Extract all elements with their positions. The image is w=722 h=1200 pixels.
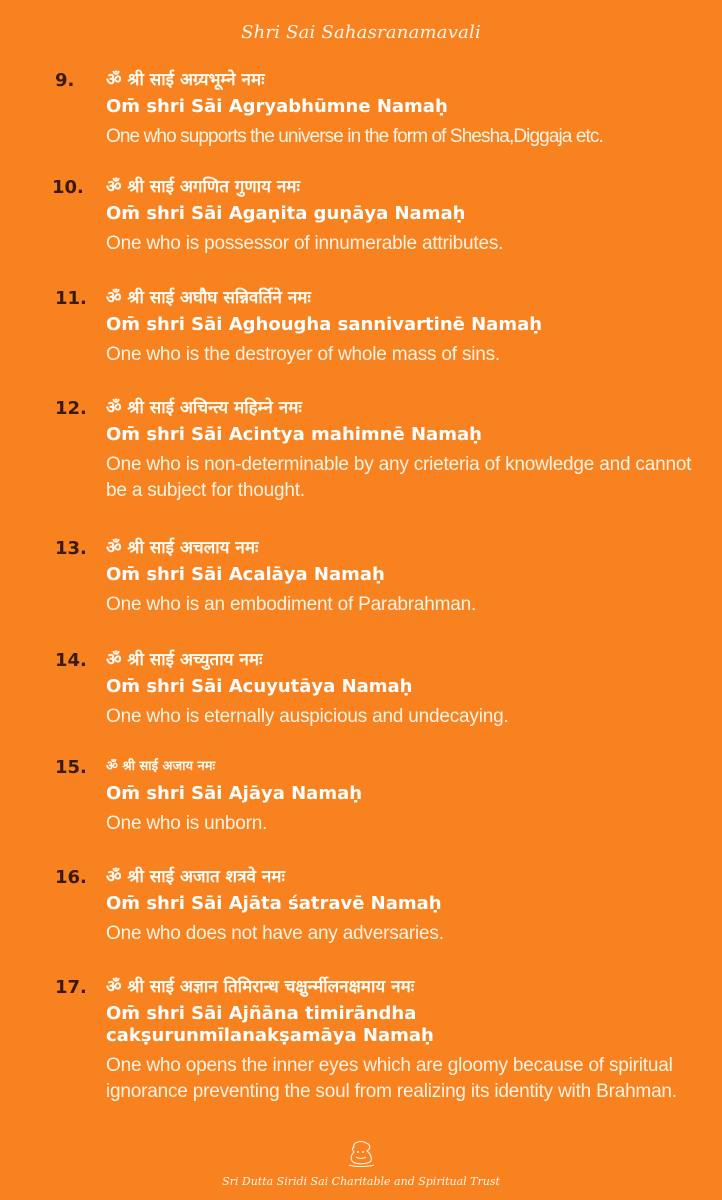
entry-number: 16.	[55, 867, 87, 888]
devanagari-line: ॐ श्री साई अचलाय नमः	[106, 538, 259, 558]
meaning-text: One who is unborn.	[106, 813, 268, 834]
list-item	[0, 175, 722, 286]
transliteration-line: Om̄ shri Sāi Aghougha sannivartinē Namaḥ	[106, 314, 543, 335]
entry-number: 12.	[55, 398, 87, 419]
transliteration-line: Om̄ shri Sāi Ajāta śatravē Namaḥ	[106, 893, 442, 914]
meaning-text: One who is an embodiment of Parabrahman.	[106, 594, 477, 615]
page-title: Shri Sai Sahasranamavali	[241, 22, 481, 43]
devanagari-line: ॐ श्री साई अज्ञान तिमिरान्ध चक्षुर्न्मीलनक्षमाय नमः	[106, 977, 415, 997]
list-item	[0, 396, 722, 536]
list-item	[0, 286, 722, 396]
meaning-text: One who is possessor of innumerable attributes.	[106, 233, 504, 254]
list-item	[0, 975, 722, 1145]
list-item	[0, 68, 722, 175]
devanagari-line: ॐ श्री साई अजात शत्रवे नमः	[106, 867, 285, 887]
name-list	[0, 68, 722, 1145]
entry-number: 13.	[55, 538, 87, 559]
entry-number: 9.	[55, 70, 75, 91]
entry-number: 15.	[55, 757, 87, 778]
transliteration-line: Om̄ shri Sāi Acintya mahimnē Namaḥ	[106, 424, 482, 445]
transliteration-line: Om̄ shri Sāi Acalāya Namaḥ	[106, 564, 385, 585]
devanagari-line: ॐ श्री साई अगणित गुणाय नमः	[106, 177, 300, 197]
devanagari-line: ॐ श्री साई अच्युताय नमः	[106, 650, 263, 670]
transliteration-line: Om̄ shri Sāi Agaṇita guṇāya Namaḥ	[106, 203, 466, 224]
meaning-text: One who supports the universe in the form of Shesha,Diggaja etc.	[106, 126, 603, 147]
devanagari-line: ॐ श्री साई अजाय नमः	[106, 759, 216, 774]
devanagari-line: ॐ श्री साई अग्र्यभूम्ने नमः	[106, 70, 265, 90]
list-item	[0, 536, 722, 648]
devanagari-line: ॐ श्री साई अचिन्त्य महिम्ने नमः	[106, 398, 302, 418]
entry-number: 17.	[55, 977, 87, 998]
entry-number: 14.	[55, 650, 87, 671]
footer	[0, 1139, 722, 1188]
list-item	[0, 648, 722, 755]
transliteration-line: Om̄ shri Sāi Acuyutāya Namaḥ	[106, 676, 413, 697]
meaning-text: One who does not have any adversaries.	[106, 923, 444, 944]
meaning-text: One who opens the inner eyes which are gloomy because of spiritual ignorance preventing the soul from realizing its identity with Brahman.	[106, 1055, 677, 1102]
meaning-text: One who is the destroyer of whole mass of sins.	[106, 344, 501, 365]
list-item	[0, 755, 722, 865]
list-item	[0, 865, 722, 975]
transliteration-line: Om̄ shri Sāi Agryabhūmne Namaḥ	[106, 96, 448, 117]
entry-number: 10.	[52, 177, 84, 198]
footer-trust-name: Sri Dutta Siridi Sai Charitable and Spiritual Trust	[222, 1175, 500, 1188]
sai-baba-portrait-icon	[344, 1139, 378, 1169]
transliteration-line: Om̄ shri Sāi Ajāya Namaḥ	[106, 783, 363, 804]
meaning-text: One who is eternally auspicious and undecaying.	[106, 706, 509, 727]
meaning-text: One who is non-determinable by any crieteria of knowledge and cannot be a subject for thought.	[106, 454, 692, 501]
entry-number: 11.	[55, 288, 87, 309]
transliteration-line: Om̄ shri Sāi Ajñāna timirāndha cakṣurunmīlanakṣamāya Namaḥ	[106, 1003, 434, 1046]
devanagari-line: ॐ श्री साई अघौघ सन्निवर्तिने नमः	[106, 288, 311, 308]
